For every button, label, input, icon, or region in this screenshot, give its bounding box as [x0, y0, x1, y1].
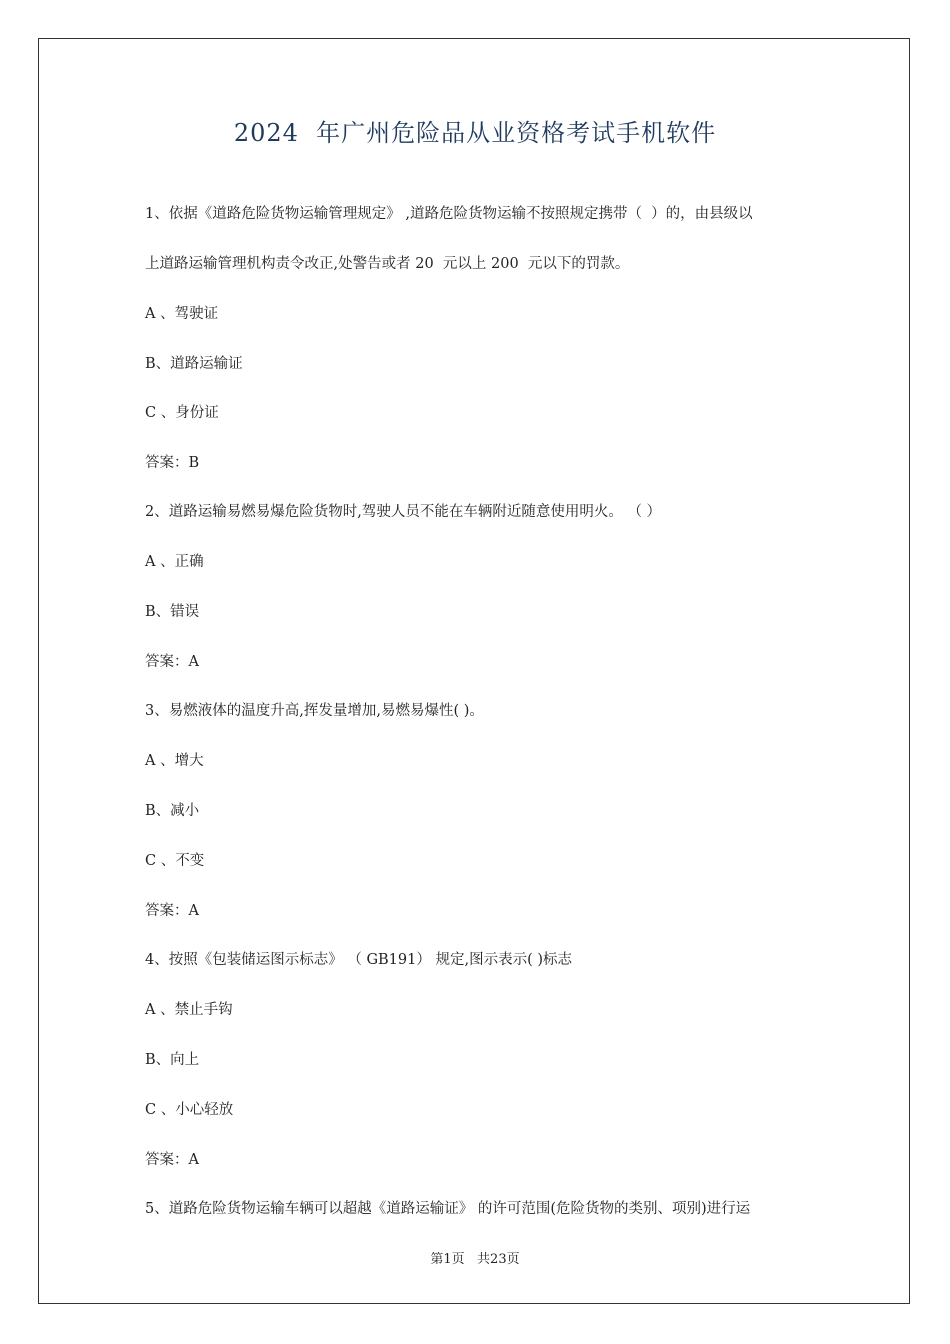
question-3-option-c: C 、不变: [145, 853, 205, 869]
question-2-stem-line-1: 2、道路运输易燃易爆危险货物时,驾驶人员不能在车辆附近随意使用明火。 （ ）: [145, 504, 662, 520]
question-3-option-a: A 、增大: [145, 753, 204, 769]
question-1-option-b: B、道路运输证: [145, 356, 243, 372]
question-3-answer: 答案：A: [145, 903, 199, 919]
question-3-stem-line-1: 3、易燃液体的温度升高,挥发量增加,易燃易爆性( )。: [145, 703, 484, 719]
page-number-footer: 第1页 共23页: [430, 1252, 520, 1267]
question-2-option-b: B、错误: [145, 604, 200, 620]
question-1-option-c: C 、身份证: [145, 405, 219, 421]
question-2-option-a: A 、正确: [145, 554, 204, 570]
question-4-option-a: A 、禁止手钩: [145, 1002, 233, 1018]
question-4-option-c: C 、小心轻放: [145, 1102, 234, 1118]
question-1-option-a: A 、驾驶证: [145, 306, 219, 322]
question-1-answer: 答案：B: [145, 455, 200, 471]
document-title: 2024 年广州危险品从业资格考试手机软件: [233, 119, 717, 147]
question-4-answer: 答案：A: [145, 1152, 199, 1168]
question-5-stem-line-1: 5、道路危险货物运输车辆可以超越《道路运输证》 的许可范围(危险货物的类别、项别)进行运: [145, 1201, 751, 1217]
question-1-stem-line-2: 上道路运输管理机构责令改正,处警告或者 20 元以上 200 元以下的罚款。: [145, 256, 630, 272]
question-4-option-b: B、向上: [145, 1052, 200, 1068]
question-1-stem-line-1: 1、依据《道路危险货物运输管理规定》 ,道路危险货物运输不按照规定携带（ ）的，由县级以: [145, 206, 753, 222]
question-2-answer: 答案：A: [145, 654, 199, 670]
question-4-stem-line-1: 4、按照《包装储运图示标志》 （ GB191） 规定,图示表示( )标志: [145, 952, 572, 968]
question-3-option-b: B、减小: [145, 803, 200, 819]
